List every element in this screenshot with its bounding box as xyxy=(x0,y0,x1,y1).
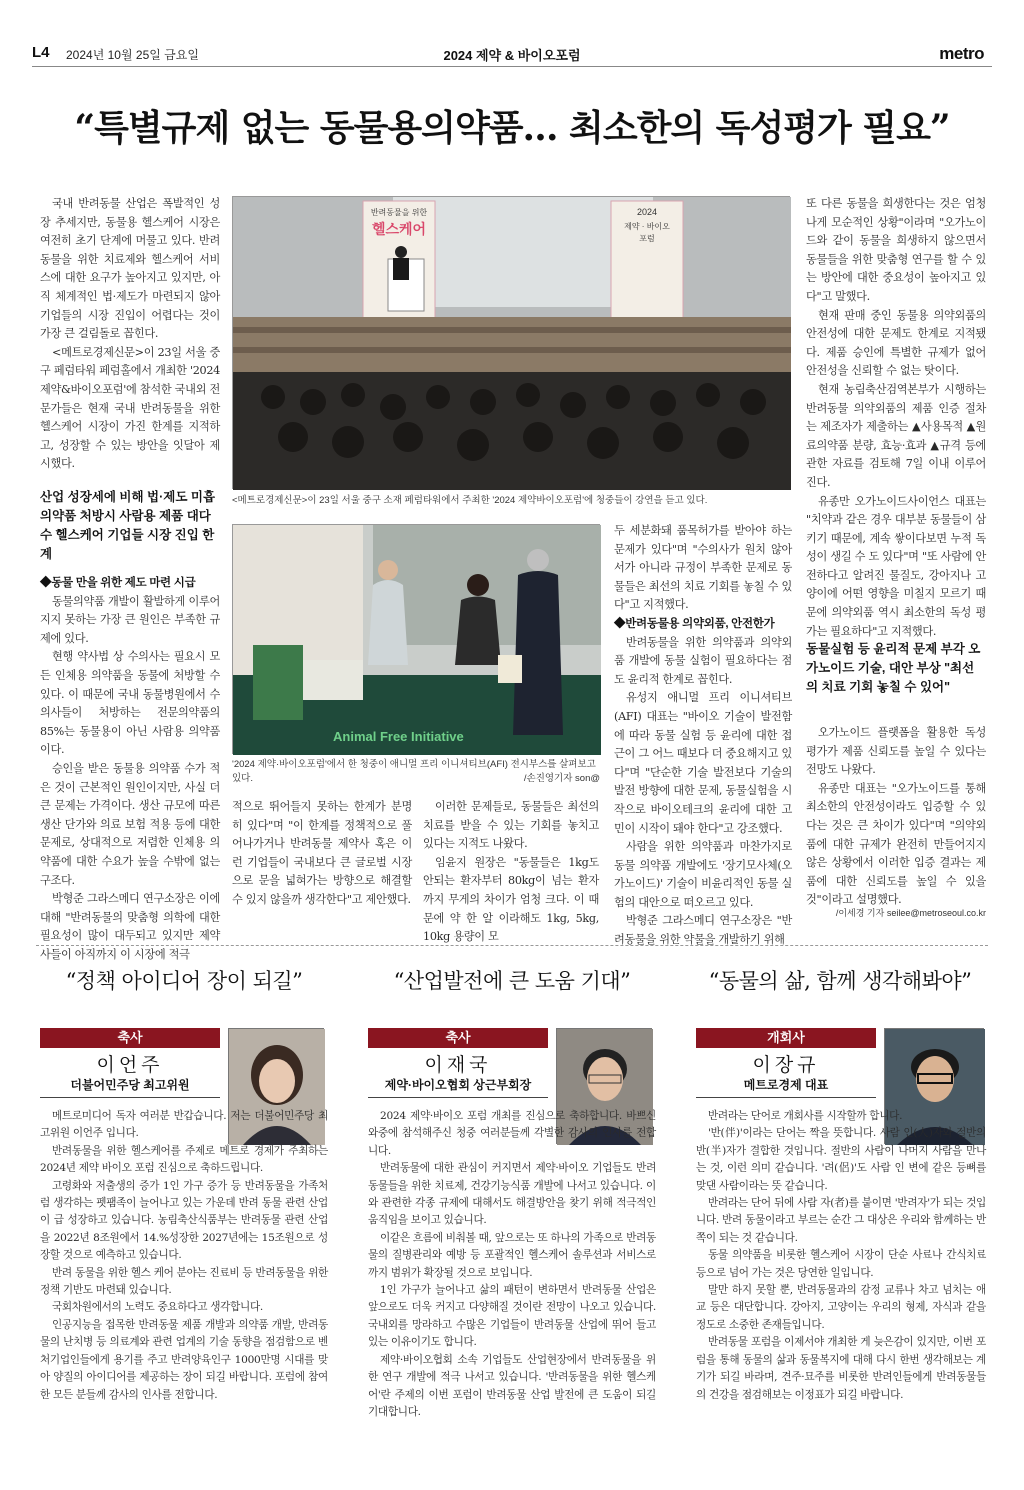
booth-sign: Animal Free Initiative xyxy=(333,729,464,744)
paragraph: 국회차원에서의 노력도 중요하다고 생각합니다. xyxy=(52,1301,263,1314)
message-body-3 xyxy=(696,1108,986,1464)
paragraph: 또 다른 동물을 희생한다는 것은 엄청나게 모순적인 상황"이라며 "오가노이드와 같이 동물을 희생하지 않으면서 동물들을 위한 맞춤형 연구를 할 수 있는 방안에 대한 중요성이 높아지고 있다"고 말했다. xyxy=(806,197,986,303)
paragraph: 반려라는 단어 뒤에 사람 자(者)를 붙이면 '반려자'가 되는 것입니다. 반려 동물이라고 부르는 순간 그 대상은 우리와 함께하는 반쪽이 되는 것 같습니다. xyxy=(696,1197,986,1244)
subheadline-2: 동물실험 등 윤리적 문제 부각 오가노이드 기술, 대안 부상 "최선의 치료 기회 놓칠 수 있어" xyxy=(806,642,981,694)
photo2-caption-text: '2024 제약·바이오포럼'에서 한 청중이 애니멀 프리 이니셔티브(AFI) 전시부스를 살펴보고 있다. xyxy=(232,759,596,784)
paragraph: 인공지능을 접목한 반려동물 제품 개발과 의약품 개발, 반려동물의 난치병 등 의료계와 관련 업계의 기술 동향을 점검함으로 벤처기업인들에게 용기를 주고 반려양육인구 1000만명 시대를 맞아 양질의 아이디어를 제공하는 장이 되길 바랍니다. 포럼에 참여한 모든 분들께 감사의 인사를 전합니다. xyxy=(40,1318,328,1401)
section-divider xyxy=(36,945,988,946)
speaker-rule-1 xyxy=(40,1097,220,1098)
photo2-credit: /손진영기자 son@ xyxy=(523,773,600,784)
paragraph: 말만 하지 못할 뿐, 반려동물과의 감정 교류나 차고 넘치는 애교 등은 대단합니다. 강아지, 고양이는 우리의 형제, 자식과 같을 정도로 소중한 존재들입니다. xyxy=(696,1284,986,1331)
banner-right-line3: 포럼 xyxy=(639,234,655,243)
paragraph: 이같은 흐름에 비춰볼 때, 앞으로는 또 하나의 가족으로 반려동물의 질병관리와 예방 등 포괄적인 헬스케어 솔루션과 서비스로까지 범위가 확장될 것으로 보입니다. xyxy=(368,1231,656,1279)
message-title-1: “정책 아이디어 장이 되길” xyxy=(65,969,303,993)
paragraph: 반려동물을 위한 헬스케어를 주제로 메트로 경제가 주최하는 2024년 제약 바이오 포럼 진심으로 축하드립니다. xyxy=(40,1144,328,1175)
hall-photo-illustration xyxy=(233,197,791,490)
message-body-2 xyxy=(368,1108,656,1464)
paragraph: 동물의약품 개발이 활발하게 이루어지지 못하는 가장 큰 원인은 부족한 규제에 있다. xyxy=(40,594,220,645)
paragraph: 반려동물에 대한 관심이 커지면서 제약·바이오 기업들도 반려동물들을 위한 치료제, 건강기능식품 개발에 나서고 있습니다. 이와 관련한 각종 규제에 대해서도 해결방안을 찾기 위해 적극적인 움직임을 보이고 있습니다. xyxy=(368,1162,656,1227)
paragraph: 유종만 대표는 "오가노이드를 통해 최소한의 안전성이라도 입증할 수 있다는 것은 큰 차이가 있다"며 "의약외품에 대한 규제가 완전히 만들어지지 않은 상황에서 이러한 입증 결과는 제품에 대한 신뢰도를 높일 수 있을 것"이라고 설명했다. xyxy=(806,781,986,907)
paragraph: 박형준 그라스메디 연구소장은 "반려동물을 위한 약물을 개발하기 위해 xyxy=(614,914,792,947)
paragraph: 메트로미디어 독자 여러분 반갑습니다. 저는 더불어민주당 최고위원 이언주 입니다. xyxy=(40,1110,328,1140)
article-col4 xyxy=(614,522,792,947)
paragraph: 동물 의약품을 비롯한 헬스케어 시장이 단순 사료나 간식치료 등으로 넘어 가는 것은 당연한 일입니다. xyxy=(696,1249,986,1279)
speaker-role-2: 제약·바이오협회 상근부회장 xyxy=(384,1078,532,1092)
paragraph: 박형준 그라스메디 연구소장은 이에 대해 "반려동물의 맞춤형 의학에 대한 필요성이 많이 대두되고 있지만 제약사들이 아직까지 이 시장에 적극 xyxy=(40,892,220,961)
speaker-role-3: 메트로경제 대표 xyxy=(743,1078,829,1092)
speaker-name-3: 이장규 xyxy=(752,1054,820,1076)
banner-right-line1: 2024 xyxy=(636,207,658,217)
article-byline: /이세경 기자 seilee@metroseoul.co.kr xyxy=(835,908,986,918)
paragraph: 제약·바이오협회 소속 기업들도 산업현장에서 반려동물을 위한 연구 개발에 적극 나서고 있습니다. '반려동물을 위한 헬스케어'란 주제의 이번 포럼이 반려동물 산업 발전에 큰 도움이 되길 기대합니다. xyxy=(368,1353,656,1418)
page-number: L4 xyxy=(32,44,50,61)
paragraph: 반려동물을 위한 의약품과 의약외품 개발에 동물 실험이 필요하다는 점도 윤리적 한계로 꼽힌다. xyxy=(614,635,792,686)
subheadline-1: 산업 성장세에 비해 법·제도 미흡 의약품 처방시 사람용 제품 대다수 헬스케어 기업들 시장 진입 한계 xyxy=(40,490,216,561)
article-col2b xyxy=(232,798,412,928)
paragraph: 1인 가구가 늘어나고 삶의 패턴이 변하면서 반려동물 산업은 앞으로도 더욱 커지고 다양해질 것이란 전망이 나오고 있습니다. 국내외를 망라하고 수많은 기업들이 반려동물 산업에 뛰어 들고 있는 이유이기도 합니다. xyxy=(368,1284,656,1349)
paragraph: 현재 판매 중인 동물용 의약외품의 안전성에 대한 문제도 한계로 지적됐다. 제품 승인에 특별한 규제가 없어 안전성을 신뢰할 수 없는 탓이다. xyxy=(806,308,986,378)
banner-right-line2: 제약 · 바이오 xyxy=(624,222,670,231)
booth-photo xyxy=(232,524,600,754)
message-badge-3: 개회사 xyxy=(696,1028,876,1048)
message-badge-2: 축사 xyxy=(368,1028,548,1048)
paragraph: 국내 반려동물 산업은 폭발적인 성장 추세지만, 동물용 헬스케어 시장은 여전히 초기 단계에 머물고 있다. 반려동물을 위한 치료제와 헬스케어 서비스에 대한 요구가 높아지고 있지만, 아직 체계적인 법·제도가 마련되지 않아 기업들의 시장 진입이 어렵다는 것이 가장 큰 걸림돌로 꼽힌다. xyxy=(40,197,220,341)
section-title: 2024 제약 & 바이오포럼 xyxy=(443,48,581,63)
article-col3b xyxy=(423,798,599,944)
paragraph: <메트로경제신문>이 23일 서울 중구 페럼타워 페럼홀에서 개최한 '2024 제약&바이오포럼'에 참석한 국내외 전문가들은 현재 국내 반려동물을 위한 헬스케어 시장이 가진 한계를 지적하고, 성장할 수 있는 방안을 잇달아 제시했다. xyxy=(40,345,220,471)
speaker-rule-3 xyxy=(696,1097,876,1098)
issue-date: 2024년 10월 25일 금요일 xyxy=(66,48,199,62)
speaker-rule-2 xyxy=(368,1097,548,1098)
photo2-caption xyxy=(232,758,600,786)
section-heading: ◆동물 만을 위한 제도 마련 시급 xyxy=(40,577,196,589)
paragraph: 현재 농림축산검역본부가 시행하는 반려동물 의약외품의 제품 인증 절차는 제조자가 제출하는 ▲사용목적 ▲원료의약품 분량, 효능·효과 ▲규격 등에 관한 자료를 검토해 7일 이내 이루어진다. xyxy=(806,382,986,489)
message-title-3: “동물의 삶, 함께 생각해봐야” xyxy=(708,969,972,993)
message-title-2: “산업발전에 큰 도움 기대” xyxy=(393,969,631,993)
page-header xyxy=(0,0,1024,78)
headline: “특별규제 없는 동물용의약품… 최소한의 독성평가 필요” xyxy=(74,107,950,149)
speaker-name-2: 이재국 xyxy=(424,1054,492,1076)
paragraph: 유종만 오가노이드사이언스 대표는 "치약과 같은 경우 대부분 동물들이 삼키기 때문에, 계속 쌓이다보면 누적 독성이 생길 수 도 있다"며 "또 사람에 안전하다고 알려진 물질도, 강아지나 고양이에 어떤 영향을 미칠지 모르기 때문에 의약외품 역시 최소한의 독성 평가는 필요하다"고 지적했다. xyxy=(806,494,986,638)
paragraph: 오가노이드 플랫폼을 활용한 독성 평가가 제품 신뢰도를 높일 수 있다는 전망도 나왔다. xyxy=(806,726,986,777)
paragraph: 2024 제약·바이오 포럼 개최를 진심으로 축하합니다. 바쁘신 와중에 참석해주신 청중 여러분들께 각별한 감사의 인사를 전합니다. xyxy=(368,1110,656,1157)
message-badge-1: 축사 xyxy=(40,1028,220,1048)
speaker-name-1: 이언주 xyxy=(96,1054,164,1076)
paragraph: 반려라는 단어로 개회사를 시작할까 합니다. xyxy=(708,1110,903,1122)
paragraph: 반려동물 포럼을 이제서야 개최한 게 늦은감이 있지만, 이번 포럼을 통해 동물의 삶과 동물복지에 대해 다시 한번 생각해보는 계기가 되길 바라며, 견주·묘주를 비롯한 반려인들에게 반려동물들의 건강을 점검해보는 이정표가 되길 바랍니다. xyxy=(696,1336,986,1401)
paragraph: 현행 약사법 상 수의사는 필요시 모든 인체용 의약품을 동물에 처방할 수 있다. 이 때문에 국내 동물병원에서 수의사들이 처방하는 전문의약품의 85%는 동물용이 아닌 사람용 의약품이다. xyxy=(40,650,220,757)
paragraph: 승인을 받은 동물용 의약품 수가 적은 것이 근본적인 원인이지만, 사실 더 큰 문제는 가격이다. 생산 규모에 따른 생산 단가와 의료 보험 적용 등에 대한 문제로, 상대적으로 저렴한 인체용 의약품에 대한 수요가 높을 수밖에 없는 구조다. xyxy=(40,761,220,887)
paragraph: 사람을 위한 의약품과 마찬가지로 동물 의약품 개발에도 '장기모사체(오가노이드)' 기술이 비윤리적인 동물 실험의 대안으로 떠오르고 있다. xyxy=(614,840,792,909)
paragraph: 적으로 뛰어들지 못하는 한계가 분명히 있다"며 "이 한계를 정책적으로 풀어나가거나 반려동물 제약사 혹은 이런 기업들이 국내보다 큰 글로벌 시장으로 문을 넓혀가는 방향으로 해결할 수 있지 않을까 생각한다"고 제안했다. xyxy=(232,800,412,906)
paragraph: 임윤지 원장은 "동물들은 1kg도 안되는 환자부터 80kg이 넘는 환자까지 무게의 차이가 엄청 크다. 이 때문에 약 한 알 이라해도 1kg, 5kg, 10kg 용량이 모 xyxy=(423,855,599,944)
paragraph: 반려 동물을 위한 헬스 케어 분야는 진료비 등 반려동물을 위한 정책 기반도 마련돼 있습니다. xyxy=(40,1266,328,1297)
message-body-1 xyxy=(40,1108,328,1464)
forum-hall-photo xyxy=(232,196,790,489)
section-heading: ◆반려동물용 의약외품, 안전한가 xyxy=(614,617,775,630)
paragraph: 두 세분화돼 품목허가를 받아야 하는 문제가 있다"며 "수의사가 원치 않아서가 아니라 규정이 부족한 문제로 동물들은 최선의 치료 기회를 놓칠 수 있다"고 지적했다. xyxy=(614,524,792,612)
metro-logo: metro xyxy=(939,44,984,63)
article-col1 xyxy=(40,195,220,471)
booth-photo-illustration xyxy=(233,525,601,755)
article-col5b xyxy=(806,724,986,907)
paragraph: '반(伴)'이라는 단어는 짝을 뜻합니다. 사람 인(人)자와 절반의 반(半)자가 결합한 것입니다. 절반의 사람이 나머지 사람을 만나는 것, 이런 의미 같습니다. '려(侶)'도 사람 인 변에 같은 등뼈를 맞댄 사람이라는 뜻 같습니다. xyxy=(696,1127,986,1192)
photo1-caption: <메트로경제신문>이 23일 서울 중구 소재 페럼타워에서 주최한 '2024 제약바이오포럼'에 청중들이 강연을 듣고 있다. xyxy=(232,495,708,506)
header-rule xyxy=(32,66,992,67)
article-col1b xyxy=(40,574,220,961)
paragraph: 고령화와 저출생의 증가 1인 가구 증가 등 반려동물을 가족처럼 생각하는 펫팸족이 늘어나고 있는 가운데 반려 동물 관련 산업이 급 성장하고 있습니다. 농림축산식품부는 반려동물 관련 산업을 2022년 8조원에서 14.%성장한 2027년에는 15조원으로 성장할 것으로 예측하고 있습니다. xyxy=(40,1179,328,1262)
banner-left-line1: 반려동물을 위한 xyxy=(370,208,428,217)
article-col5 xyxy=(806,195,986,638)
speaker-role-1: 더불어민주당 최고위원 xyxy=(70,1078,190,1092)
paragraph: 이러한 문제들로, 동물들은 최선의 치료를 받을 수 있는 기회를 놓치고 있다는 지적도 나왔다. xyxy=(423,800,599,851)
paragraph: 유성지 애니멀 프리 이니셔티브(AFI) 대표는 "바이오 기술이 발전함에 따라 동물 실험 등 윤리에 대한 접근이 그 어느 때보다 더 중요해지고 있다"며 "단순한 기술 발전보다 기술의 발전 방향에 대한 문제, 동물실험을 시작으로 바이오테크의 윤리에 대한 고민이 시작이 돼야 한다"고 강조했다. xyxy=(614,691,792,835)
banner-left-line2: 헬스케어 xyxy=(371,221,427,237)
